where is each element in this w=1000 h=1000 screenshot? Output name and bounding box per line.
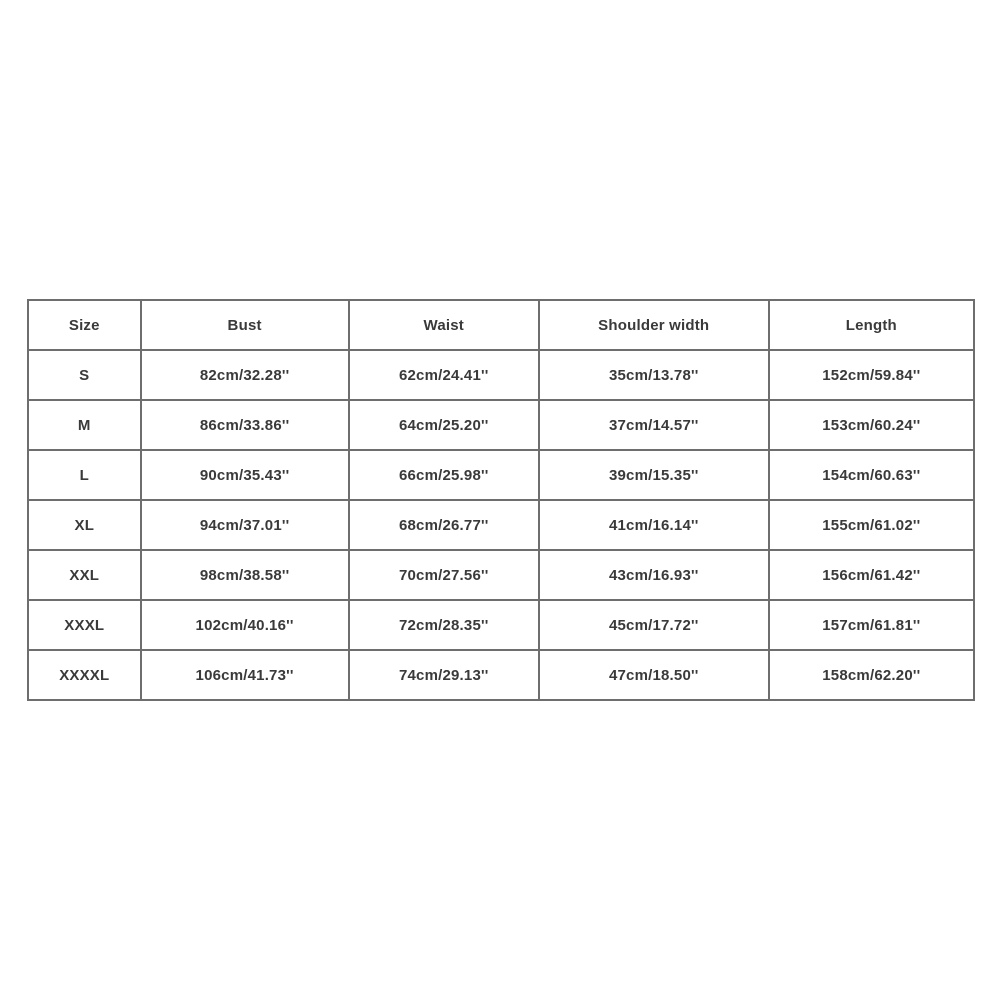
shoulder-cell: 47cm/18.50'' bbox=[539, 650, 769, 700]
table-row-xxxl bbox=[28, 600, 974, 650]
bust-cell: 86cm/33.86'' bbox=[141, 400, 349, 450]
header-cell-shoulder-width: Shoulder width bbox=[539, 300, 769, 350]
header-cell-bust: Bust bbox=[141, 300, 349, 350]
length-cell: 154cm/60.63'' bbox=[769, 450, 974, 500]
header-row bbox=[28, 300, 974, 350]
bust-cell: 90cm/35.43'' bbox=[141, 450, 349, 500]
length-cell: 158cm/62.20'' bbox=[769, 650, 974, 700]
size-chart-table bbox=[27, 299, 975, 701]
bust-cell: 82cm/32.28'' bbox=[141, 350, 349, 400]
bust-cell: 98cm/38.58'' bbox=[141, 550, 349, 600]
waist-cell: 70cm/27.56'' bbox=[349, 550, 539, 600]
size-cell: XXL bbox=[28, 550, 141, 600]
header-cell-length: Length bbox=[769, 300, 974, 350]
waist-cell: 66cm/25.98'' bbox=[349, 450, 539, 500]
length-cell: 156cm/61.42'' bbox=[769, 550, 974, 600]
waist-cell: 72cm/28.35'' bbox=[349, 600, 539, 650]
size-cell: M bbox=[28, 400, 141, 450]
shoulder-cell: 39cm/15.35'' bbox=[539, 450, 769, 500]
length-cell: 157cm/61.81'' bbox=[769, 600, 974, 650]
shoulder-cell: 41cm/16.14'' bbox=[539, 500, 769, 550]
waist-cell: 68cm/26.77'' bbox=[349, 500, 539, 550]
shoulder-cell: 45cm/17.72'' bbox=[539, 600, 769, 650]
shoulder-cell: 37cm/14.57'' bbox=[539, 400, 769, 450]
length-cell: 155cm/61.02'' bbox=[769, 500, 974, 550]
size-cell: XXXXL bbox=[28, 650, 141, 700]
bust-cell: 94cm/37.01'' bbox=[141, 500, 349, 550]
length-cell: 153cm/60.24'' bbox=[769, 400, 974, 450]
bust-cell: 106cm/41.73'' bbox=[141, 650, 349, 700]
table-row-xxl bbox=[28, 550, 974, 600]
size-cell: XL bbox=[28, 500, 141, 550]
table-row-m bbox=[28, 400, 974, 450]
header-cell-waist: Waist bbox=[349, 300, 539, 350]
table-row-xxxxl bbox=[28, 650, 974, 700]
table-row-s bbox=[28, 350, 974, 400]
shoulder-cell: 43cm/16.93'' bbox=[539, 550, 769, 600]
size-cell: S bbox=[28, 350, 141, 400]
waist-cell: 62cm/24.41'' bbox=[349, 350, 539, 400]
shoulder-cell: 35cm/13.78'' bbox=[539, 350, 769, 400]
length-cell: 152cm/59.84'' bbox=[769, 350, 974, 400]
waist-cell: 64cm/25.20'' bbox=[349, 400, 539, 450]
bust-cell: 102cm/40.16'' bbox=[141, 600, 349, 650]
size-cell: L bbox=[28, 450, 141, 500]
size-cell: XXXL bbox=[28, 600, 141, 650]
table-row-xl bbox=[28, 500, 974, 550]
header-cell-size: Size bbox=[28, 300, 141, 350]
table-row-l bbox=[28, 450, 974, 500]
waist-cell: 74cm/29.13'' bbox=[349, 650, 539, 700]
